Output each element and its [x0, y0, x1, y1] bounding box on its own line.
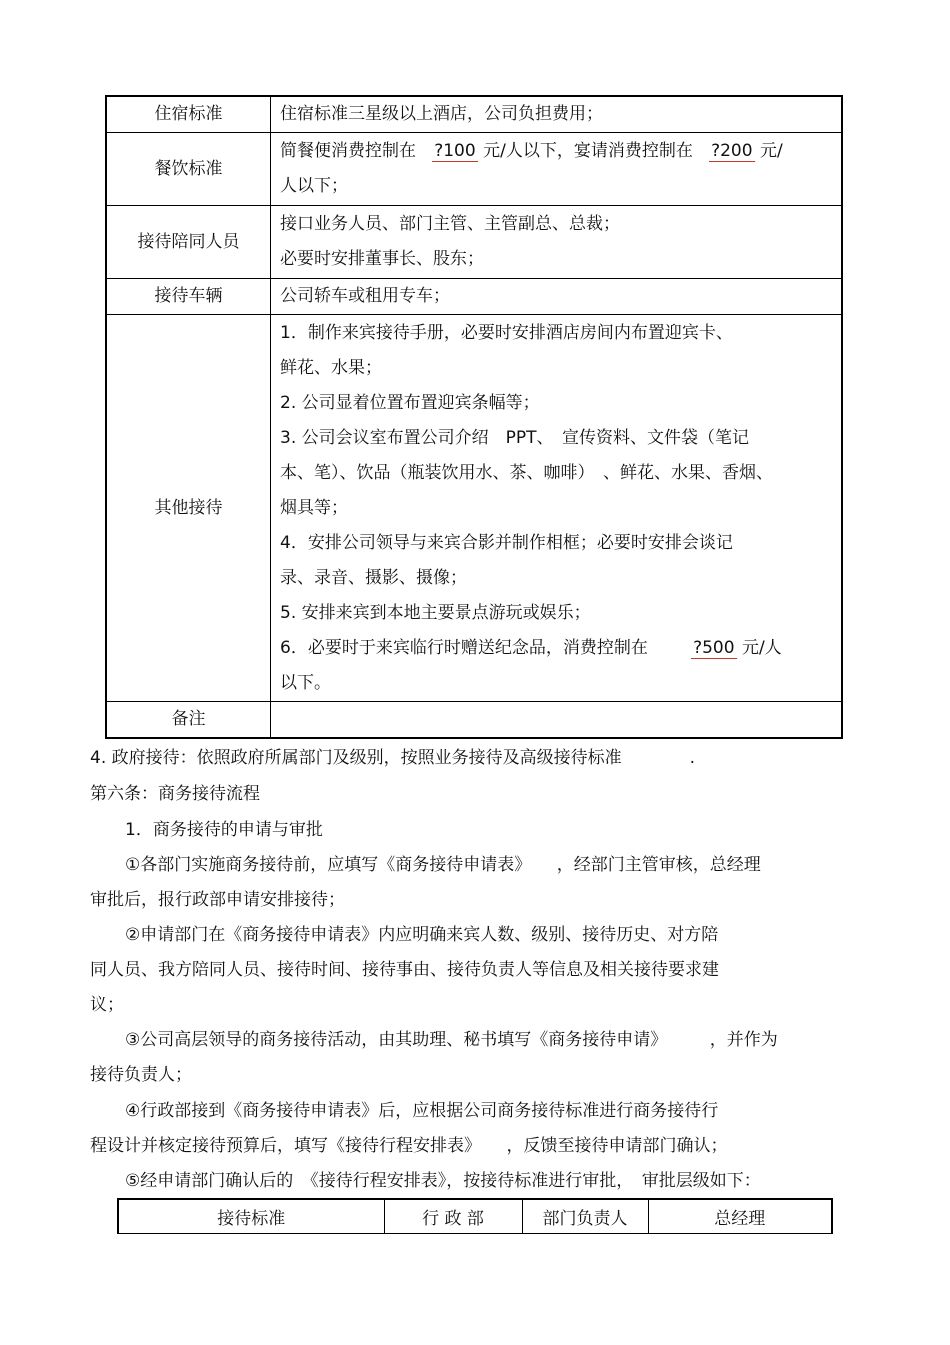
table-row	[106, 206, 842, 279]
reception-standards-table	[105, 95, 843, 739]
table-row	[118, 1199, 832, 1234]
header-reception-standard: 接待标准	[118, 1199, 384, 1234]
table-row	[106, 133, 842, 206]
cell-text: 1．制作来宾接待手册，必要时安排酒店房间内布置迎宾卡、	[280, 322, 733, 343]
row-label-vehicle: 接待车辆	[106, 279, 271, 315]
row-content-vehicle	[271, 279, 843, 315]
cell-text: 本、笔）、饮品（瓶装饮用水、茶、咖啡） 、鲜花、水果、香烟、	[280, 462, 773, 483]
cell-text: 元/人以下，宴请消费控制在	[483, 141, 693, 161]
row-content-remarks	[271, 702, 843, 739]
cell-text: 元/	[759, 141, 783, 161]
cell-text: 5. 安排来宾到本地主要景点游玩或娱乐；	[280, 602, 591, 623]
paragraph-step-4: ④行政部接到《商务接待申请表》后，应根据公司商务接待标准进行商务接待行	[125, 1101, 719, 1121]
cell-text: 简餐便消费控制在	[280, 141, 416, 161]
cell-text: 接口业务人员、部门主管、主管副总、总裁；	[280, 214, 620, 234]
cell-line	[280, 134, 835, 169]
cell-text: 录、录音、摄影、摄像；	[280, 567, 467, 588]
cell-text: 住宿标准三星级以上酒店，公司负担费用；	[280, 104, 603, 124]
paragraph-step-3: ③公司高层领导的商务接待活动，由其助理、秘书填写《商务接待申请》 ，并作为	[125, 1030, 778, 1050]
paragraph-step-1: ①各部门实施商务接待前，应填写《商务接待申请表》 ，经部门主管审核，总经理	[125, 855, 761, 875]
cell-text: 6．必要时于来宾临行时赠送纪念品，消费控制在	[280, 637, 648, 658]
cell-text: 烟具等；	[280, 497, 348, 518]
cell-text: 3. 公司会议室布置公司介绍 PPT、 宣传资料、文件袋（笔记	[280, 427, 750, 448]
paragraph-step-2-cont: 同人员、我方陪同人员、接待时间、接待事由、接待负责人等信息及相关接待要求建	[90, 960, 719, 980]
amount-banquet: ?200	[711, 141, 753, 161]
amount-gift: ?500	[693, 637, 735, 658]
section-heading: 第六条：商务接待流程	[90, 784, 260, 804]
paragraph-step-4-cont: 程设计并核定接待预算后，填写《接待行程安排表》 ，反馈至接待申请部门确认；	[90, 1136, 728, 1156]
approval-level-table	[117, 1198, 833, 1234]
cell-text: 2. 公司显着位置布置迎宾条幅等；	[280, 392, 540, 413]
cell-text: 人以下；	[280, 176, 348, 196]
row-label-other: 其他接待	[106, 315, 271, 702]
paragraph-step-3-cont: 接待负责人；	[90, 1065, 192, 1085]
row-content-other	[271, 315, 843, 702]
cell-text: 元/人	[741, 637, 782, 658]
row-content-dining	[271, 133, 843, 206]
amount-meal: ?100	[434, 141, 476, 161]
paragraph-step-1-cont: 审批后，报行政部申请安排接待；	[90, 890, 345, 910]
row-label-dining: 餐饮标准	[106, 133, 271, 206]
cell-line	[280, 631, 835, 666]
row-label-remarks: 备注	[106, 702, 271, 739]
subsection-heading: 1．商务接待的申请与审批	[125, 820, 323, 840]
header-admin-dept: 行 政 部	[384, 1199, 522, 1234]
row-label-lodging: 住宿标准	[106, 96, 271, 133]
paragraph-step-2: ②申请部门在《商务接待申请表》内应明确来宾人数、级别、接待历史、对方陪	[125, 925, 719, 945]
table-row	[106, 702, 842, 739]
table-row	[106, 315, 842, 702]
row-label-escort: 接待陪同人员	[106, 206, 271, 279]
header-dept-head: 部门负责人	[522, 1199, 648, 1234]
table-row	[106, 279, 842, 315]
header-general-manager: 总经理	[648, 1199, 832, 1234]
row-content-lodging	[271, 96, 843, 133]
row-content-escort	[271, 206, 843, 279]
paragraph-step-2-cont: 议；	[90, 995, 124, 1015]
table-row	[106, 96, 842, 133]
cell-text: 公司轿车或租用专车；	[280, 286, 450, 306]
cell-text: 鲜花、水果；	[280, 357, 382, 378]
paragraph-government-reception: 4. 政府接待：依照政府所属部门及级别，按照业务接待及高级接待标准 .	[90, 748, 696, 768]
cell-text: 4．安排公司领导与来宾合影并制作相框；必要时安排会谈记	[280, 532, 733, 553]
cell-text: 以下。	[280, 672, 331, 693]
paragraph-step-5: ⑤经申请部门确认后的 《接待行程安排表》，按接待标准进行审批， 审批层级如下：	[125, 1171, 761, 1191]
cell-text: 必要时安排董事长、股东；	[280, 249, 484, 269]
